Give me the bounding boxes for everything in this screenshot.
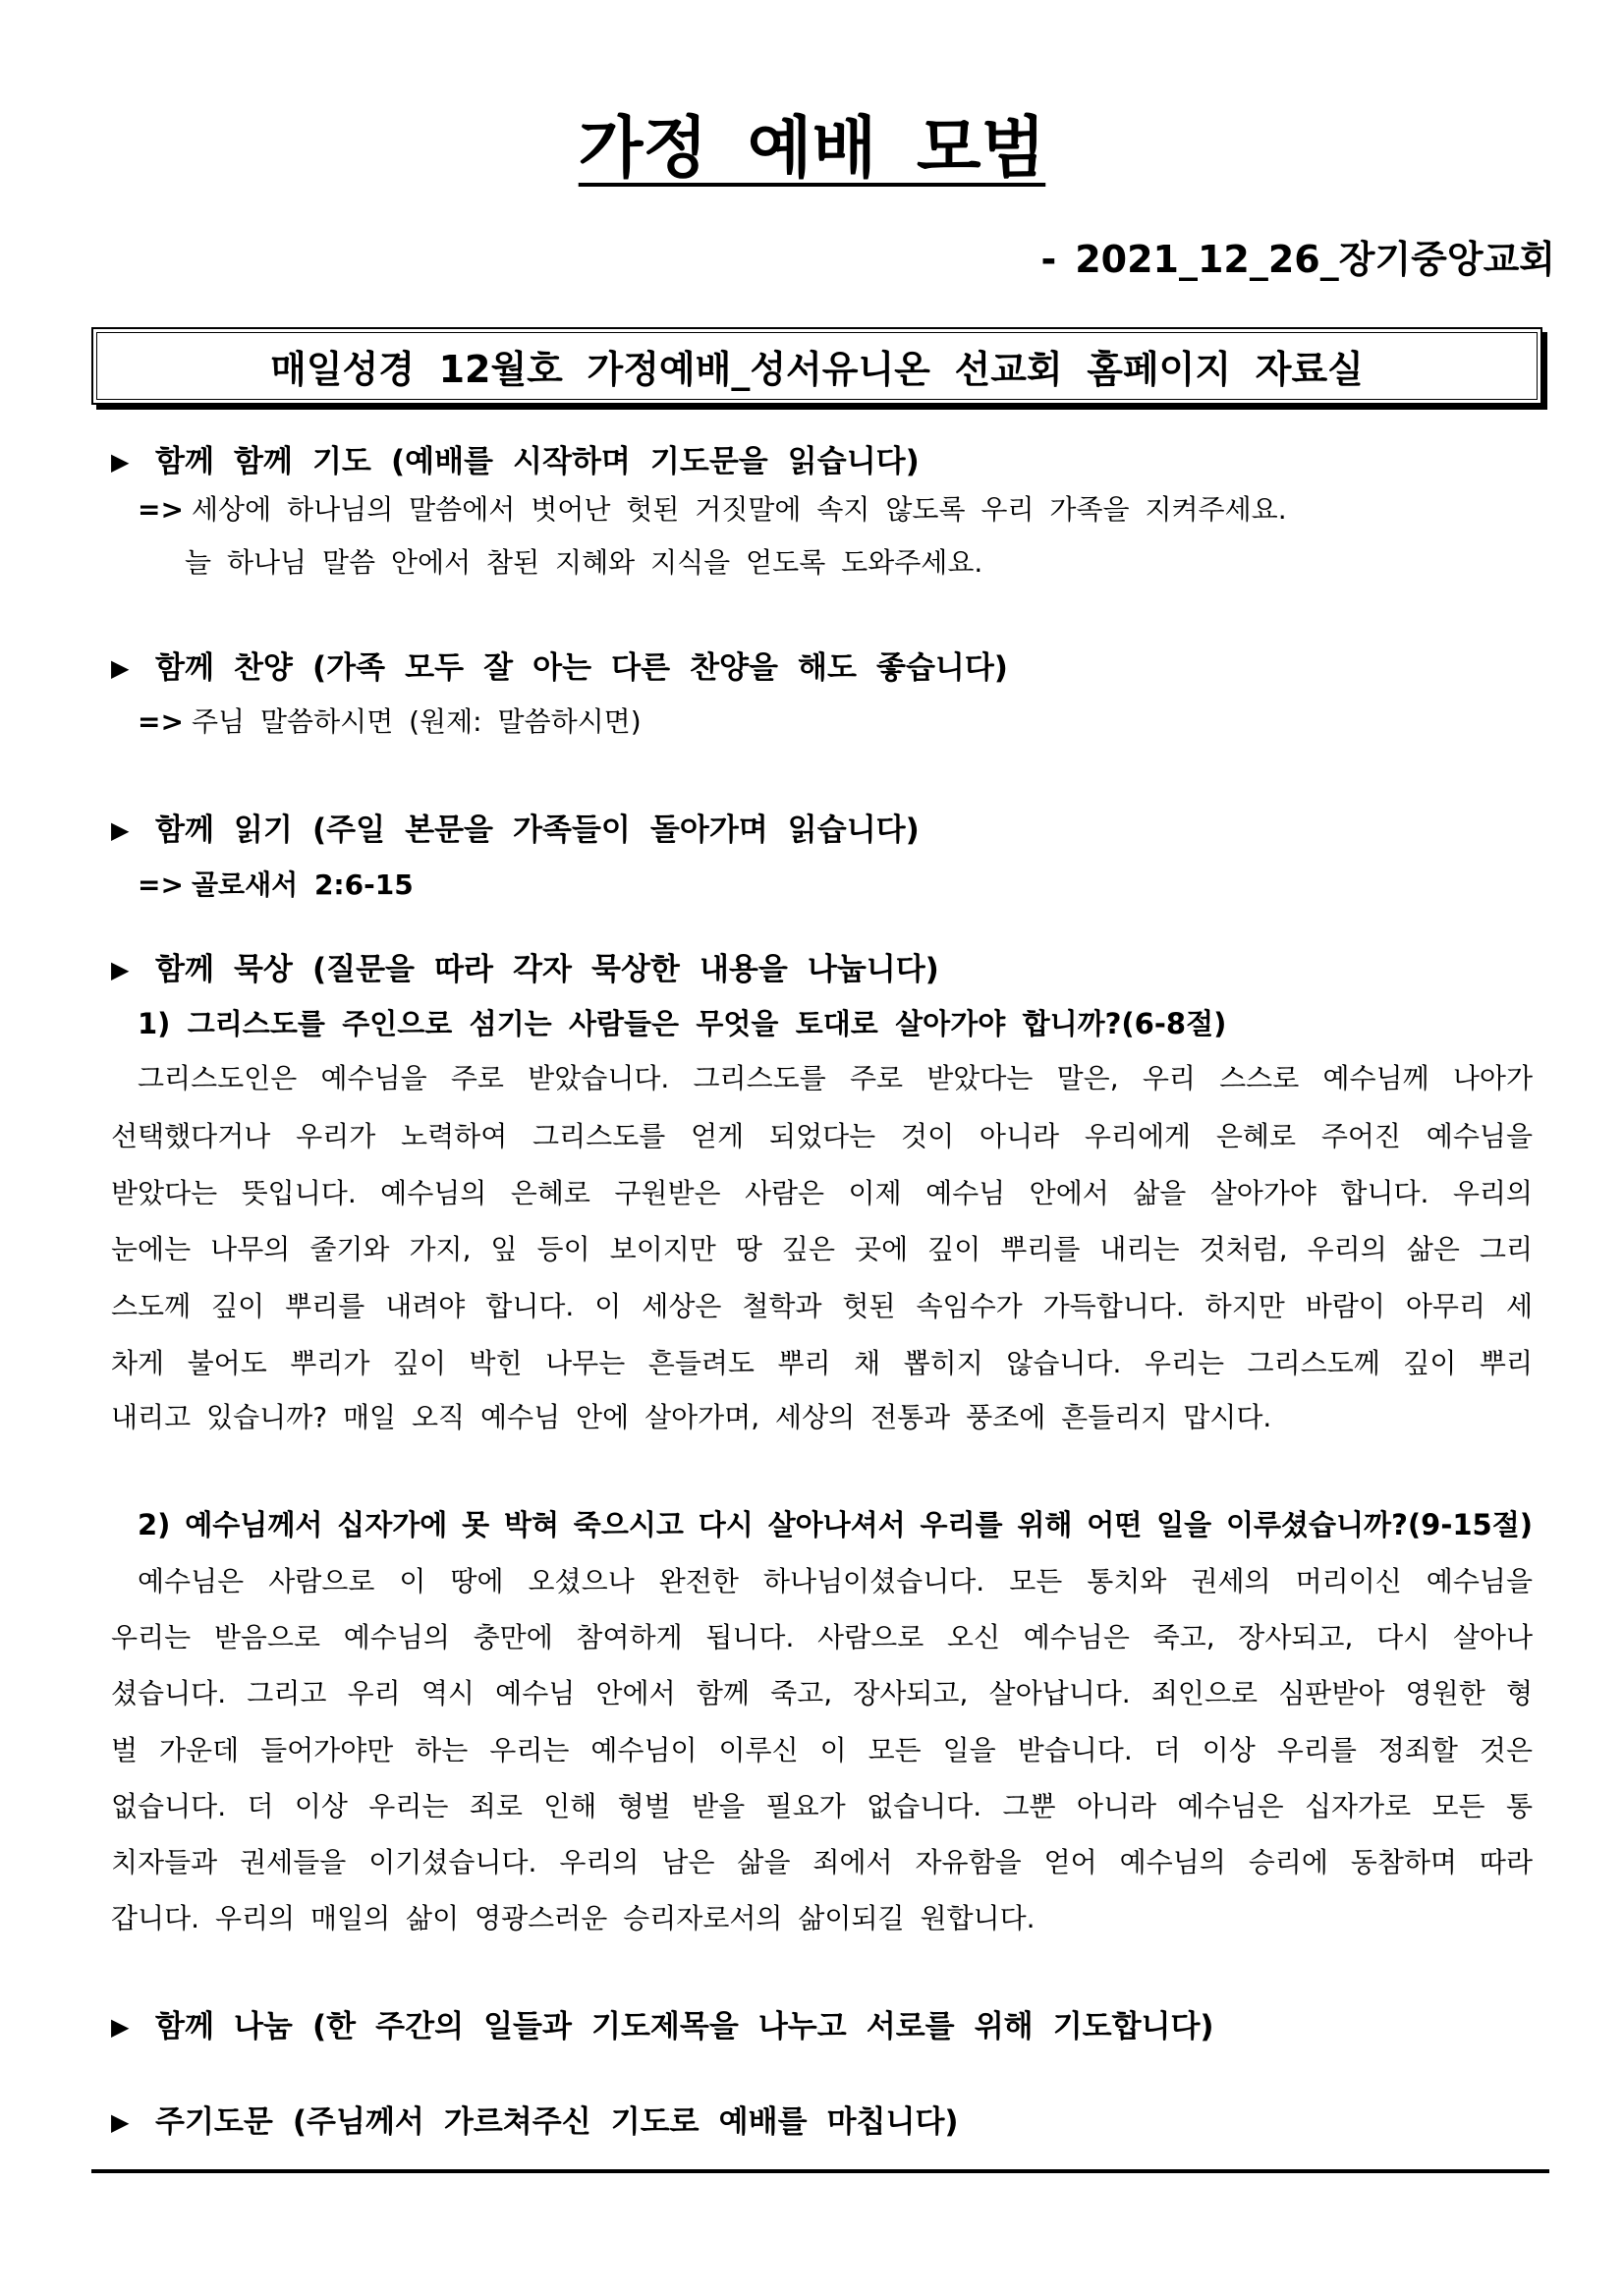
question-2-paragraph-line: 갑니다. 우리의 매일의 삶이 영광스러운 승리자로서의 삶이되길 원합니다. bbox=[111, 1902, 1036, 1934]
triangle-bullet-icon: ▶ bbox=[111, 2108, 130, 2136]
document-title bbox=[0, 110, 1624, 189]
section-heading-text: 주기도문 (주님께서 가르쳐주신 기도로 예배를 마칩니다) bbox=[155, 2104, 959, 2140]
question-2-paragraph-line: 예수님은 사람으로 이 땅에 오셨으나 완전한 하나님이셨습니다. 모든 통치와 권세의 머리이신 예수님을 bbox=[138, 1565, 1533, 1597]
question-1-paragraph-line: 눈에는 나무의 줄기와 가지, 잎 등이 보이지만 땅 깊은 곳에 깊이 뿌리를 내리는 것처럼, 우리의 삶은 그리 bbox=[111, 1233, 1533, 1265]
arrow-marker: => bbox=[138, 493, 184, 526]
section-heading-text: 함께 읽기 (주일 본문을 가족들이 돌아가며 읽습니다) bbox=[155, 812, 920, 848]
triangle-bullet-icon: ▶ bbox=[111, 816, 130, 844]
section-heading-lords-prayer bbox=[111, 2101, 959, 2143]
triangle-bullet-icon: ▶ bbox=[111, 2013, 130, 2041]
document-subtitle: - 2021_12_26_장기중앙교회 bbox=[1040, 238, 1555, 281]
question-1-title: 1) 그리스도를 주인으로 섬기는 사람들은 무엇을 토대로 살아가야 합니까?(6-8절) bbox=[138, 1007, 1227, 1040]
source-box-text: 매일성경 12월호 가정예배_성서유니온 선교회 홈페이지 자료실 bbox=[96, 332, 1538, 400]
arrow-marker: => bbox=[138, 705, 184, 738]
arrow-marker: => bbox=[138, 868, 184, 901]
reading-passage-line bbox=[138, 864, 414, 907]
section-heading-text: 함께 찬양 (가족 모두 잘 아는 다른 찬양을 해도 좋습니다) bbox=[155, 650, 1008, 686]
section-heading-text: 함께 나눔 (한 주간의 일들과 기도제목을 나누고 서로를 위해 기도합니다) bbox=[155, 2009, 1214, 2044]
reading-passage-text: 골로새서 2:6-15 bbox=[192, 868, 414, 901]
section-heading-text: 함께 묵상 (질문을 따라 각자 묵상한 내용을 나눕니다) bbox=[155, 952, 939, 987]
praise-song-line bbox=[138, 700, 642, 744]
section-heading-prayer bbox=[111, 441, 920, 482]
section-heading-text: 함께 함께 기도 (예배를 시작하며 기도문을 읽습니다) bbox=[155, 444, 920, 479]
question-1-paragraph-line: 차게 불어도 뿌리가 깊이 박힌 나무는 흔들려도 뿌리 채 뽑히지 않습니다. 우리는 그리스도께 깊이 뿌리 bbox=[111, 1347, 1533, 1379]
question-2-paragraph-line: 치자들과 권세들을 이기셨습니다. 우리의 남은 삶을 죄에서 자유함을 얻어 예수님의 승리에 동참하며 따라 bbox=[111, 1846, 1533, 1878]
prayer-line-1 bbox=[138, 488, 1287, 532]
question-2-paragraph-line: 없습니다. 더 이상 우리는 죄로 인해 형벌 받을 필요가 없습니다. 그뿐 아니라 예수님은 십자가로 모든 통 bbox=[111, 1790, 1533, 1822]
question-1-paragraph-line: 받았다는 뜻입니다. 예수님의 은혜로 구원받은 사람은 이제 예수님 안에서 삶을 살아가야 합니다. 우리의 bbox=[111, 1177, 1533, 1209]
section-heading-praise bbox=[111, 647, 1008, 689]
question-2-paragraph-line: 우리는 받음으로 예수님의 충만에 참여하게 됩니다. 사람으로 오신 예수님은 죽고, 장사되고, 다시 살아나 bbox=[111, 1621, 1533, 1653]
praise-song-text: 주님 말씀하시면 (원제: 말씀하시면) bbox=[192, 705, 642, 738]
source-box bbox=[91, 327, 1542, 405]
section-heading-meditation bbox=[111, 949, 939, 990]
question-2-paragraph-line: 셨습니다. 그리고 우리 역시 예수님 안에서 함께 죽고, 장사되고, 살아납니다. 죄인으로 심판받아 영원한 형 bbox=[111, 1677, 1533, 1709]
section-heading-sharing bbox=[111, 2006, 1214, 2047]
question-2-paragraph-line: 벌 가운데 들어가야만 하는 우리는 예수님이 이루신 이 모든 일을 받습니다. 더 이상 우리를 정죄할 것은 bbox=[111, 1734, 1533, 1766]
question-2-title: 2) 예수님께서 십자가에 못 박혀 죽으시고 다시 살아나셔서 우리를 위해 어떤 일을 이루셨습니까?(9-15절) bbox=[138, 1508, 1533, 1541]
prayer-line-2: 늘 하나님 말씀 안에서 참된 지혜와 지식을 얻도록 도와주세요. bbox=[185, 546, 983, 579]
prayer-line-1-text: 세상에 하나님의 말씀에서 벗어난 헛된 거짓말에 속지 않도록 우리 가족을 지켜주세요. bbox=[192, 493, 1287, 526]
document-title-text: 가정 예배 모범 bbox=[578, 110, 1046, 188]
question-1-paragraph-line: 내리고 있습니까? 매일 오직 예수님 안에 살아가며, 세상의 전통과 풍조에 흔들리지 맙시다. bbox=[111, 1401, 1272, 1433]
section-heading-reading bbox=[111, 810, 920, 851]
question-1-paragraph-line: 그리스도인은 예수님을 주로 받았습니다. 그리스도를 주로 받았다는 말은, 우리 스스로 예수님께 나아가 bbox=[138, 1062, 1533, 1094]
question-1-paragraph-line: 선택했다거나 우리가 노력하여 그리스도를 얻게 되었다는 것이 아니라 우리에게 은혜로 주어진 예수님을 bbox=[111, 1120, 1533, 1152]
triangle-bullet-icon: ▶ bbox=[111, 654, 130, 682]
question-1-paragraph-line: 스도께 깊이 뿌리를 내려야 합니다. 이 세상은 철학과 헛된 속임수가 가득합니다. 하지만 바람이 아무리 세 bbox=[111, 1290, 1533, 1322]
bottom-divider bbox=[91, 2169, 1549, 2173]
triangle-bullet-icon: ▶ bbox=[111, 956, 130, 983]
triangle-bullet-icon: ▶ bbox=[111, 448, 130, 476]
